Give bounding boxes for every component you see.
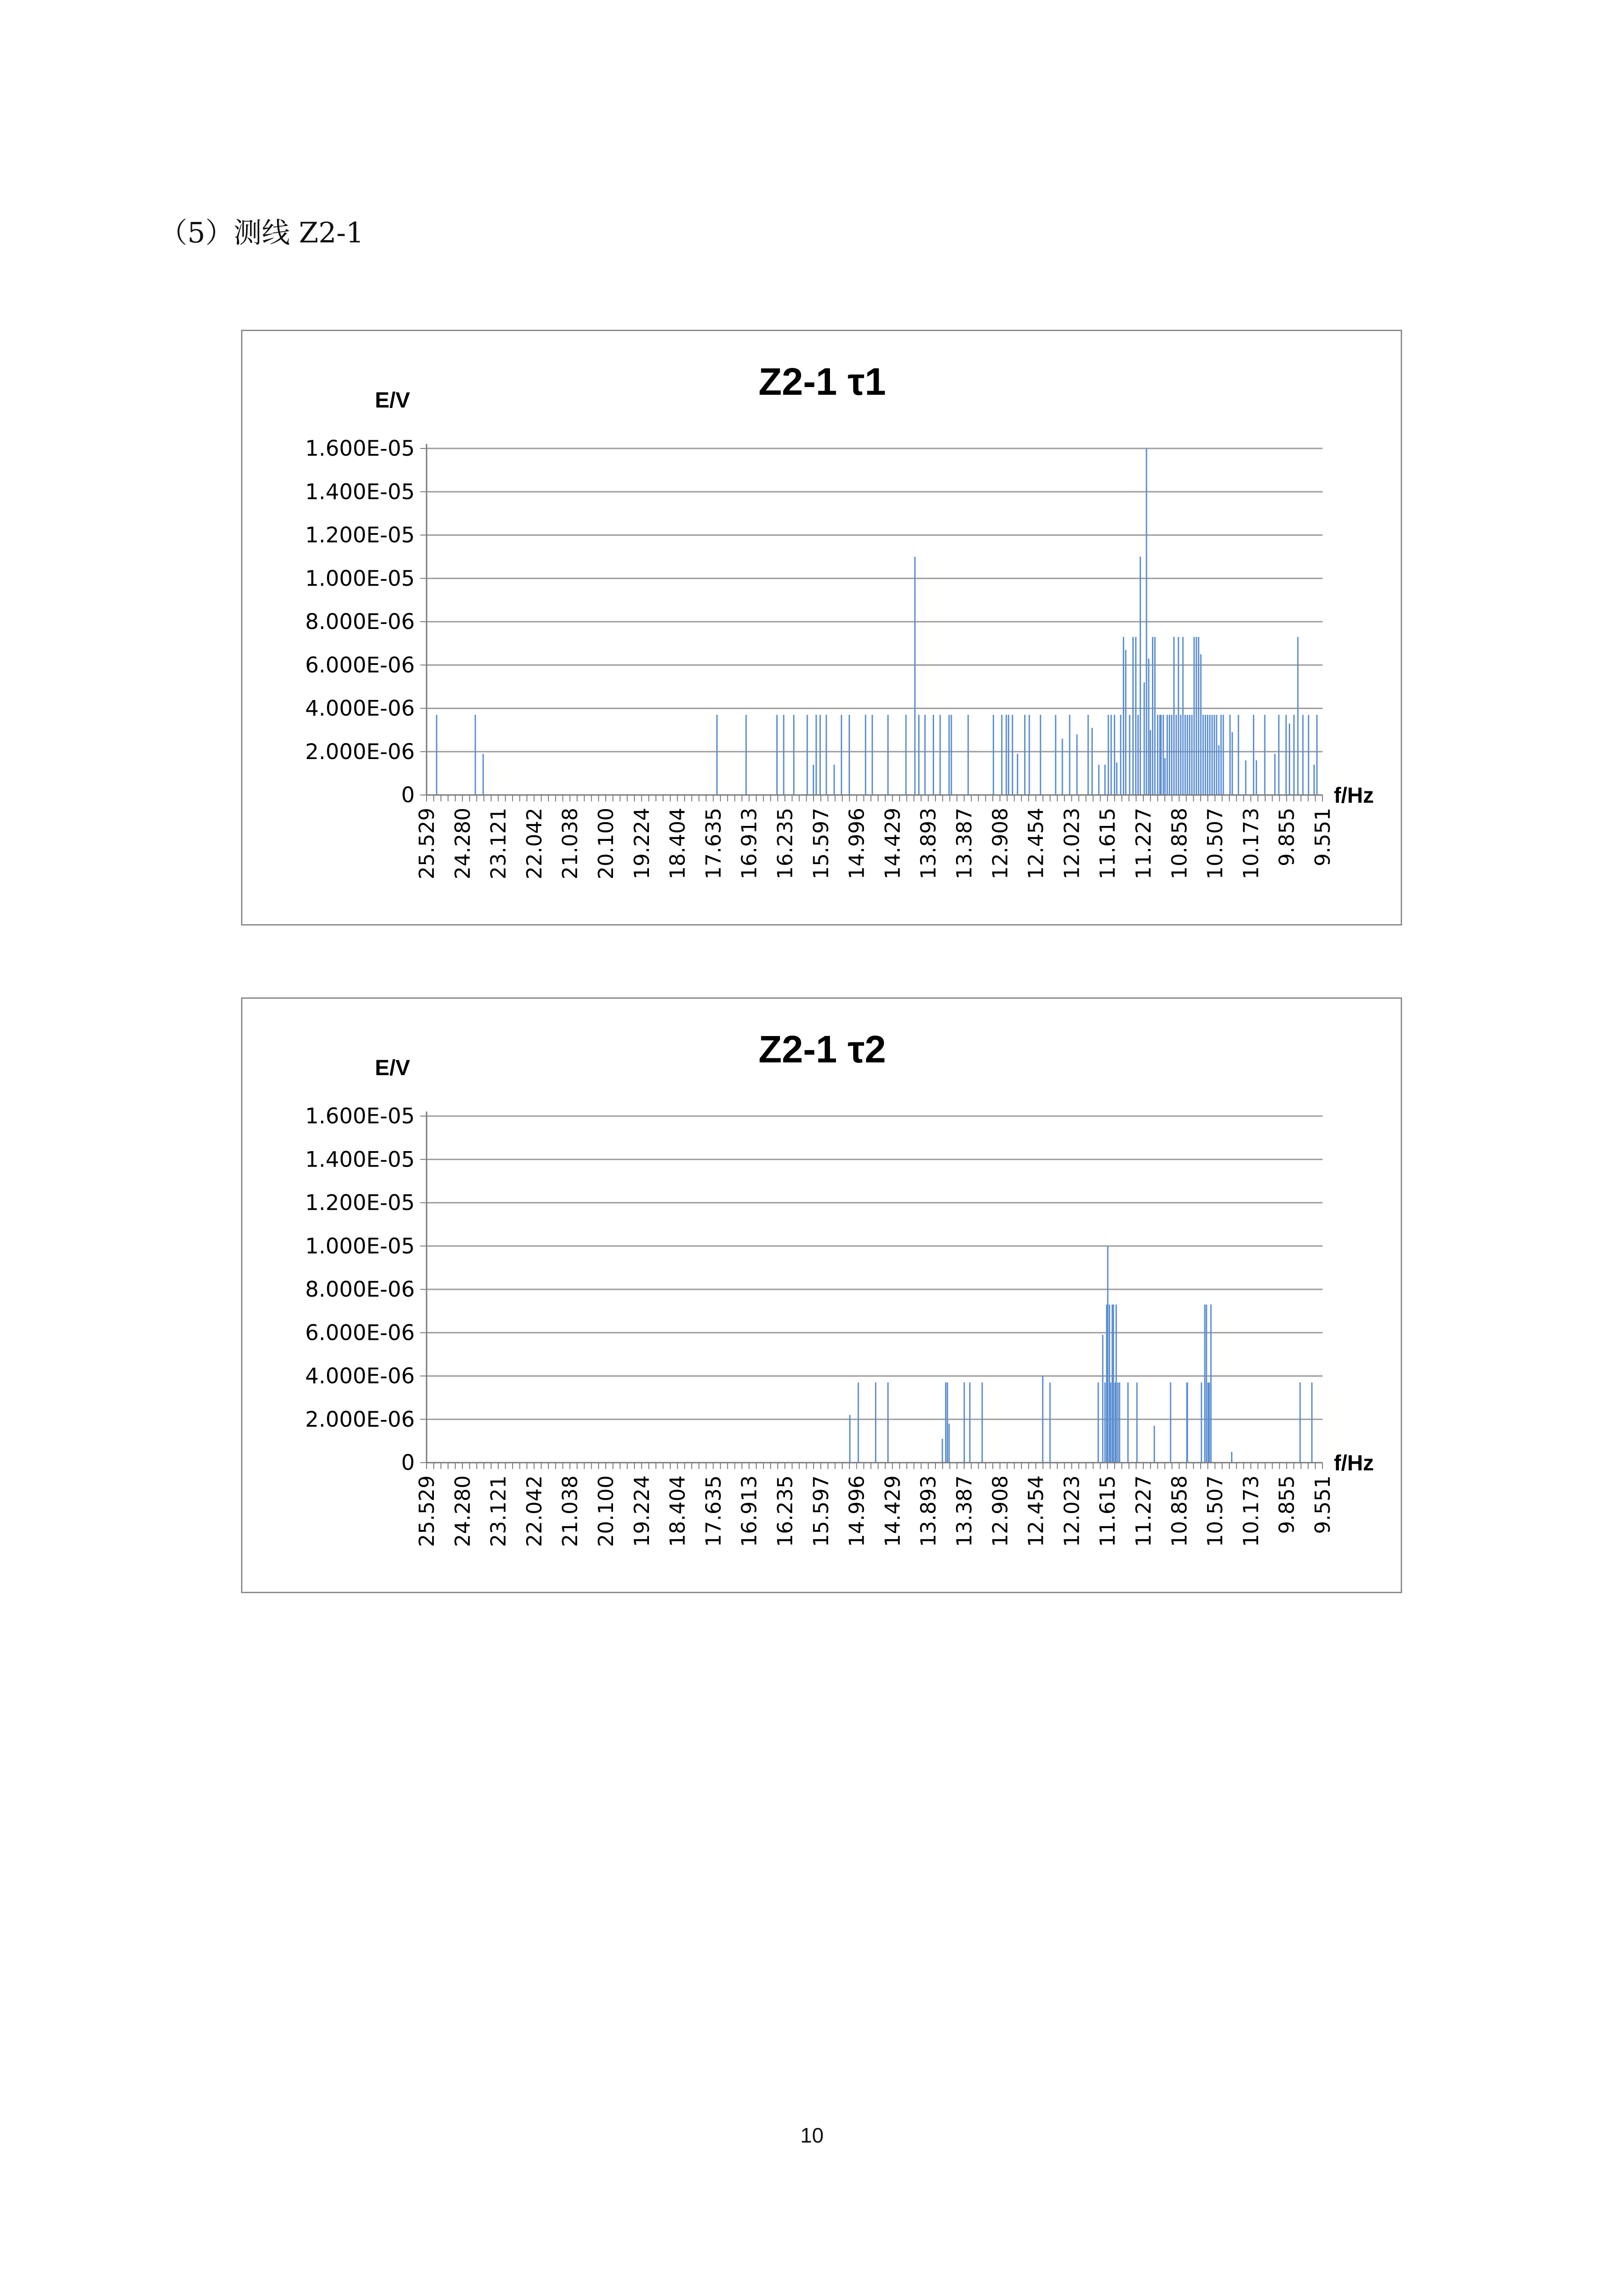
x-tick-label: 16.235 bbox=[773, 1475, 797, 1547]
x-tick-label: 10.173 bbox=[1239, 1475, 1263, 1547]
x-axis-label: f/Hz bbox=[1334, 1451, 1374, 1475]
y-tick-label: 1.200E-05 bbox=[305, 1190, 415, 1216]
x-tick-label: 9.855 bbox=[1275, 808, 1299, 866]
chart-svg-tau1 bbox=[242, 331, 1403, 927]
x-tick-label: 16.235 bbox=[773, 808, 797, 880]
x-tick-label: 9.551 bbox=[1311, 808, 1335, 866]
x-tick-label: 21.038 bbox=[558, 1475, 583, 1547]
x-tick-label: 16.913 bbox=[737, 808, 762, 880]
x-tick-label: 22.042 bbox=[522, 1475, 547, 1547]
y-tick-label: 1.600E-05 bbox=[305, 436, 415, 461]
y-axis-label: E/V bbox=[375, 1056, 410, 1080]
x-tick-label: 21.038 bbox=[558, 808, 583, 880]
x-tick-label: 23.121 bbox=[486, 808, 511, 880]
x-tick-label: 24.280 bbox=[450, 808, 475, 880]
x-tick-label: 10.507 bbox=[1203, 1475, 1227, 1547]
chart-z2-1-tau1 bbox=[241, 330, 1402, 926]
y-tick-label: 0 bbox=[401, 783, 415, 808]
x-tick-label: 19.224 bbox=[629, 1475, 654, 1547]
chart-svg-tau2 bbox=[242, 999, 1403, 1595]
x-tick-label: 11.227 bbox=[1131, 1475, 1156, 1547]
x-tick-label: 14.996 bbox=[845, 1475, 869, 1547]
section-heading: （5）测线 Z2-1 bbox=[159, 216, 364, 249]
x-tick-label: 14.429 bbox=[880, 808, 905, 880]
x-tick-label: 16.913 bbox=[737, 1475, 762, 1547]
x-tick-label: 11.615 bbox=[1096, 1475, 1120, 1547]
x-tick-label: 10.858 bbox=[1167, 808, 1192, 880]
y-tick-label: 2.000E-06 bbox=[305, 739, 415, 765]
x-tick-label: 25.529 bbox=[415, 1475, 439, 1547]
x-tick-label: 23.121 bbox=[486, 1475, 511, 1547]
chart-z2-1-tau2 bbox=[241, 997, 1402, 1593]
x-tick-label: 24.280 bbox=[450, 1475, 475, 1547]
y-tick-label: 4.000E-06 bbox=[305, 1363, 415, 1389]
x-tick-label: 12.023 bbox=[1060, 808, 1084, 880]
y-tick-label: 1.400E-05 bbox=[305, 479, 415, 505]
x-tick-label: 10.173 bbox=[1239, 808, 1263, 880]
x-tick-label: 14.429 bbox=[880, 1475, 905, 1547]
page-number: 10 bbox=[800, 2123, 824, 2147]
x-tick-label: 9.551 bbox=[1311, 1475, 1335, 1534]
x-tick-label: 10.507 bbox=[1203, 808, 1227, 880]
chart-title: Z2-1 τ1 bbox=[758, 360, 886, 403]
x-tick-label: 13.893 bbox=[916, 808, 941, 880]
x-tick-label: 13.387 bbox=[952, 1475, 976, 1547]
x-tick-label: 12.023 bbox=[1060, 1475, 1084, 1547]
x-tick-label: 20.100 bbox=[594, 1475, 618, 1547]
x-tick-label: 22.042 bbox=[522, 808, 547, 880]
y-tick-label: 4.000E-06 bbox=[305, 696, 415, 721]
y-tick-label: 1.600E-05 bbox=[305, 1104, 415, 1129]
x-tick-label: 12.454 bbox=[1024, 808, 1048, 880]
y-tick-label: 1.000E-05 bbox=[305, 566, 415, 591]
x-tick-label: 13.893 bbox=[916, 1475, 941, 1547]
x-tick-label: 12.908 bbox=[988, 808, 1012, 880]
x-tick-label: 14.996 bbox=[845, 808, 869, 880]
y-tick-label: 6.000E-06 bbox=[305, 653, 415, 678]
y-tick-label: 8.000E-06 bbox=[305, 609, 415, 634]
x-tick-label: 18.404 bbox=[665, 1475, 690, 1547]
x-tick-label: 19.224 bbox=[629, 808, 654, 880]
x-tick-label: 9.855 bbox=[1275, 1475, 1299, 1534]
x-tick-label: 13.387 bbox=[952, 808, 976, 880]
x-tick-label: 25.529 bbox=[415, 808, 439, 880]
x-tick-label: 17.635 bbox=[701, 808, 726, 880]
x-tick-label: 15.597 bbox=[809, 1475, 833, 1547]
y-tick-label: 0 bbox=[401, 1450, 415, 1475]
x-tick-label: 18.404 bbox=[665, 808, 690, 880]
x-axis-label: f/Hz bbox=[1334, 784, 1374, 808]
y-tick-label: 2.000E-06 bbox=[305, 1407, 415, 1432]
y-tick-label: 1.200E-05 bbox=[305, 523, 415, 548]
y-tick-label: 1.000E-05 bbox=[305, 1233, 415, 1259]
x-tick-label: 11.615 bbox=[1096, 808, 1120, 880]
y-tick-label: 1.400E-05 bbox=[305, 1147, 415, 1172]
x-tick-label: 12.454 bbox=[1024, 1475, 1048, 1547]
y-tick-label: 6.000E-06 bbox=[305, 1320, 415, 1346]
chart-title: Z2-1 τ2 bbox=[758, 1028, 886, 1071]
x-tick-label: 15.597 bbox=[809, 808, 833, 880]
x-tick-label: 11.227 bbox=[1131, 808, 1156, 880]
x-tick-label: 10.858 bbox=[1167, 1475, 1192, 1547]
x-tick-label: 17.635 bbox=[701, 1475, 726, 1547]
y-tick-label: 8.000E-06 bbox=[305, 1277, 415, 1302]
x-tick-label: 20.100 bbox=[594, 808, 618, 880]
x-tick-label: 12.908 bbox=[988, 1475, 1012, 1547]
y-axis-label: E/V bbox=[375, 388, 410, 413]
